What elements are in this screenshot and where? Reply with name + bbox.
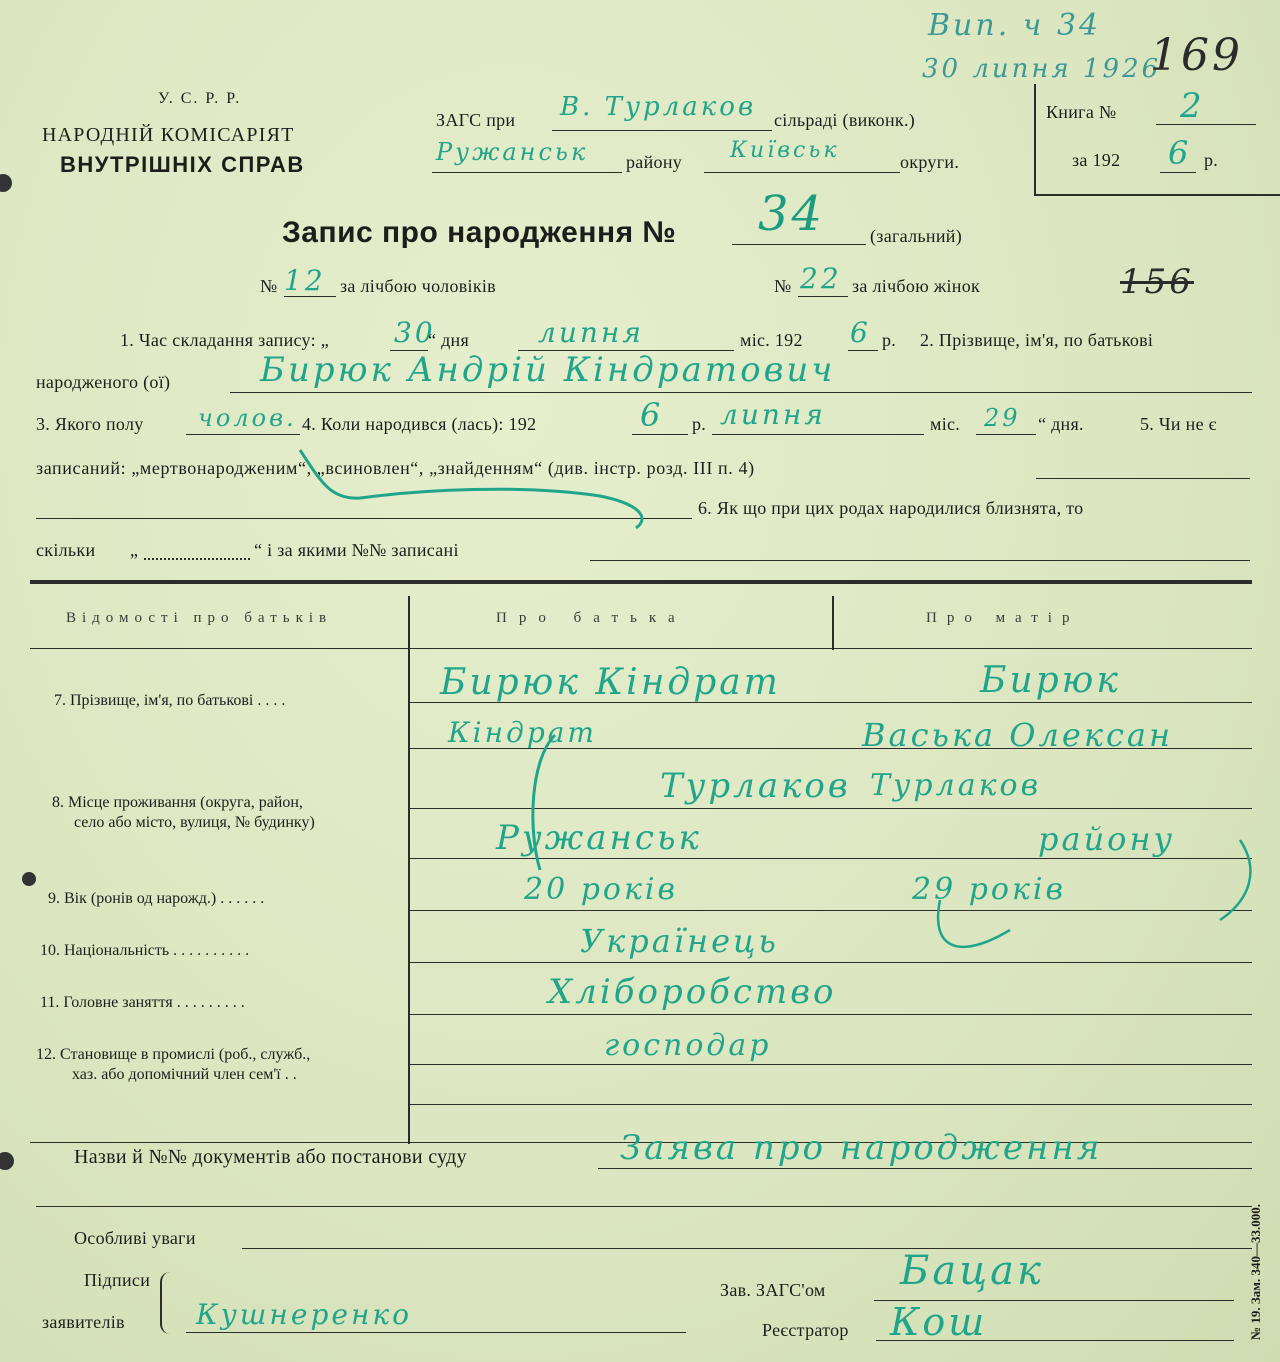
archive-sheet-number: 169 [1150,30,1243,81]
field1-month-suffix: міс. 192 [740,330,803,350]
female-count-suffix: за лічбою жінок [852,276,981,296]
field2-value: Бирюк Андрій Кіндратович [260,350,836,390]
row11-label: 11. Головне заняття . . . . . . . . . [40,994,245,1011]
notes-label: Особливі уваги [74,1228,196,1248]
father-residence-2: Турлаков [660,766,851,806]
record-number-suffix: (загальний) [870,226,963,246]
zags-council-suffix: сільраді (виконк.) [774,110,916,130]
row8-label-cont: село або місто, вулиця, № будинку) [74,814,315,831]
field6-count-label: скільки [36,540,96,560]
documents-label: Назви й №№ документів або постанови суду [74,1146,467,1168]
record-title: Запис про народження № [282,216,677,249]
row12-label: 12. Становище в промислі (роб., служб., [36,1046,311,1063]
mother-surname: Бирюк [980,660,1121,701]
ussr-heading: У. С. Р. Р. [158,90,242,107]
field4-year-suffix: р. [692,414,707,434]
field6-count-close: “ і за якими №№ записані [254,540,459,560]
field1-year-value: 6 [850,316,871,349]
zags-prefix: ЗАГС при [436,110,516,130]
field1-label: 1. Час складання запису: „ [120,330,330,350]
applicant-signature: Кушнеренко [196,1298,412,1331]
field1-month-value: липня [538,316,644,349]
department-heading: ВНУТРІШНІХ СПРАВ [60,152,305,177]
record-number-value: 34 [758,186,826,242]
stroke-column [533,735,555,870]
margin-print: № 19. Зам. 340—33.000. [1248,1203,1263,1340]
stroke-mother-col [938,900,1010,947]
zags-council-value: В. Турлаков [560,92,757,122]
documents-value: Заява про народження [620,1128,1103,1168]
row8-label: 8. Місце проживання (округа, район, [52,794,303,811]
male-count-prefix: № [260,276,278,296]
field5-label-cont: записаний: „мертвонародженим“, „всиновлен“, „знайденням“ (див. інстр. розд. III п. 4) [36,458,755,478]
zags-okrug-suffix: округи. [900,152,960,172]
mother-age: 29 років [912,872,1066,907]
father-status: господар [604,1028,772,1063]
field6-count-open: „ [130,540,139,560]
book-number-value: 2 [1180,86,1205,126]
stroke-mother-right [1220,840,1250,920]
row9-label: 9. Вік (ронів од нарожд.) . . . . . . [48,890,265,907]
archive-note-line2: 30 липня 1926 [922,54,1162,84]
field1-year-suffix: р. [882,330,897,350]
field1-day-suffix: “ дня [428,330,470,350]
zags-okrug-value: Київськ [730,138,840,163]
mother-residence-district: району [1038,820,1176,858]
male-count-suffix: за лічбою чоловіків [340,276,496,296]
field6-label: 6. Як що при цих родах народилися близнята, то [698,498,1084,518]
book-year-prefix: за 192 [1072,150,1121,170]
registrar-signature: Кош [890,1300,988,1344]
zags-district-value: Ружанськ [436,138,589,166]
father-name: Бирюк Кіндрат [440,662,781,703]
female-count-prefix: № [774,276,792,296]
field1-day-value: 30 [394,316,436,349]
field4-month-value: липня [720,398,826,431]
book-year-value: 6 [1168,134,1192,172]
mother-residence-village: Турлаков [870,768,1042,803]
father-nationality: Українець [580,922,779,960]
female-count-value: 22 [800,262,842,295]
zags-district-suffix: району [626,152,683,172]
signatures-label: Підписи [84,1270,151,1290]
col-mother-header: Про матір [926,610,1080,626]
col-father-header: Про батька [496,610,687,626]
row7-label: 7. Прізвище, ім'я, по батькові . . . . [54,692,286,709]
registrar-label: Реєстратор [762,1320,849,1340]
father-occupation: Хліборобство [548,972,837,1012]
field2-label-cont: народженого (ої) [36,372,171,392]
field3-value: чолов. [198,404,297,432]
stroke-field3 [300,450,642,528]
row12-label-cont: хаз. або допомічний член сем'ї . . [72,1066,297,1083]
col-parents-header: Відомості про батьків [66,610,333,626]
field4-month-suffix: міс. [930,414,961,434]
struck-number: 156 [1120,262,1194,302]
head-label: Зав. ЗАГС'ом [720,1280,826,1300]
field3-label: 3. Якого полу [36,414,144,434]
head-signature: Бацак [900,1248,1044,1294]
field4-day-suffix: “ дня. [1038,414,1084,434]
field4-day-value: 29 [984,404,1021,432]
archive-note-line1: Вип. ч 34 [928,8,1102,43]
father-residence-1: Ружанськ [496,818,702,858]
field5-label: 5. Чи не є [1140,414,1217,434]
book-label: Книга № [1046,102,1117,122]
field4-year-value: 6 [640,396,664,434]
field4-label: 4. Коли народився (лась): 192 [302,414,537,434]
field2-label: 2. Прізвище, ім'я, по батькові [920,330,1154,350]
father-patronymic: Кіндрат [448,716,597,749]
signatures-label-cont: заявителів [42,1312,125,1332]
father-age: 20 років [524,872,678,907]
mother-name: Васька Олексан [862,716,1174,754]
commissariat-heading: НАРОДНІЙ КОМІСАРІЯТ [42,124,295,146]
row10-label: 10. Національність . . . . . . . . . . [40,942,250,959]
male-count-value: 12 [284,264,326,297]
book-year-suffix: р. [1204,150,1219,170]
